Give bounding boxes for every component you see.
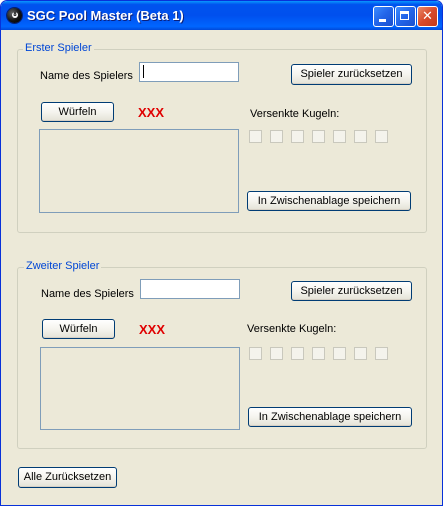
player1-text-caret <box>143 65 144 78</box>
player1-result-box <box>39 129 239 213</box>
player1-ball-checkbox-6[interactable] <box>354 130 367 143</box>
player1-roll-button[interactable]: Würfeln <box>41 102 114 122</box>
player2-ball-checkbox-4[interactable] <box>312 347 325 360</box>
pool-ball-icon: 8 <box>7 8 22 23</box>
player1-reset-button[interactable]: Spieler zurücksetzen <box>291 64 412 85</box>
maximize-button[interactable] <box>395 6 416 27</box>
player1-ball-checkbox-3[interactable] <box>291 130 304 143</box>
player1-name-input[interactable] <box>139 62 239 82</box>
player1-balls-label: Versenkte Kugeln: <box>250 108 340 120</box>
player2-reset-button[interactable]: Spieler zurücksetzen <box>291 281 412 301</box>
player1-ball-checkbox-7[interactable] <box>375 130 388 143</box>
player1-ball-checkbox-2[interactable] <box>270 130 283 143</box>
player2-result-box <box>40 347 240 430</box>
player2-roll-button[interactable]: Würfeln <box>42 319 115 339</box>
close-icon: ✕ <box>422 9 433 24</box>
title-bar[interactable] <box>1 1 442 30</box>
player2-ball-checkbox-1[interactable] <box>249 347 262 360</box>
reset-all-button[interactable]: Alle Zurücksetzen <box>18 467 117 488</box>
player1-group-label: Erster Spieler <box>25 42 92 54</box>
player1-ball-checkbox-4[interactable] <box>312 130 325 143</box>
player2-name-input[interactable] <box>140 279 240 299</box>
player1-clipboard-button[interactable]: In Zwischenablage speichern <box>247 191 411 211</box>
close-button[interactable] <box>417 6 438 27</box>
player2-ball-checkbox-7[interactable] <box>375 347 388 360</box>
player2-ball-checkbox-3[interactable] <box>291 347 304 360</box>
player2-roll-result: XXX <box>139 322 166 337</box>
player1-ball-checkbox-5[interactable] <box>333 130 346 143</box>
player2-group-label: Zweiter Spieler <box>26 260 100 272</box>
player2-balls-label: Versenkte Kugeln: <box>247 323 337 335</box>
player2-name-label: Name des Spielers <box>41 288 134 300</box>
player2-ball-checkbox-5[interactable] <box>333 347 346 360</box>
player1-name-label: Name des Spielers <box>40 70 133 82</box>
player2-clipboard-button[interactable]: In Zwischenablage speichern <box>248 407 412 427</box>
player2-ball-checkbox-2[interactable] <box>270 347 283 360</box>
player1-roll-result: XXX <box>138 105 165 120</box>
minimize-button[interactable] <box>373 6 394 27</box>
player2-ball-checkbox-6[interactable] <box>354 347 367 360</box>
player1-ball-checkbox-1[interactable] <box>249 130 262 143</box>
window-title: SGC Pool Master (Beta 1) <box>27 8 184 23</box>
